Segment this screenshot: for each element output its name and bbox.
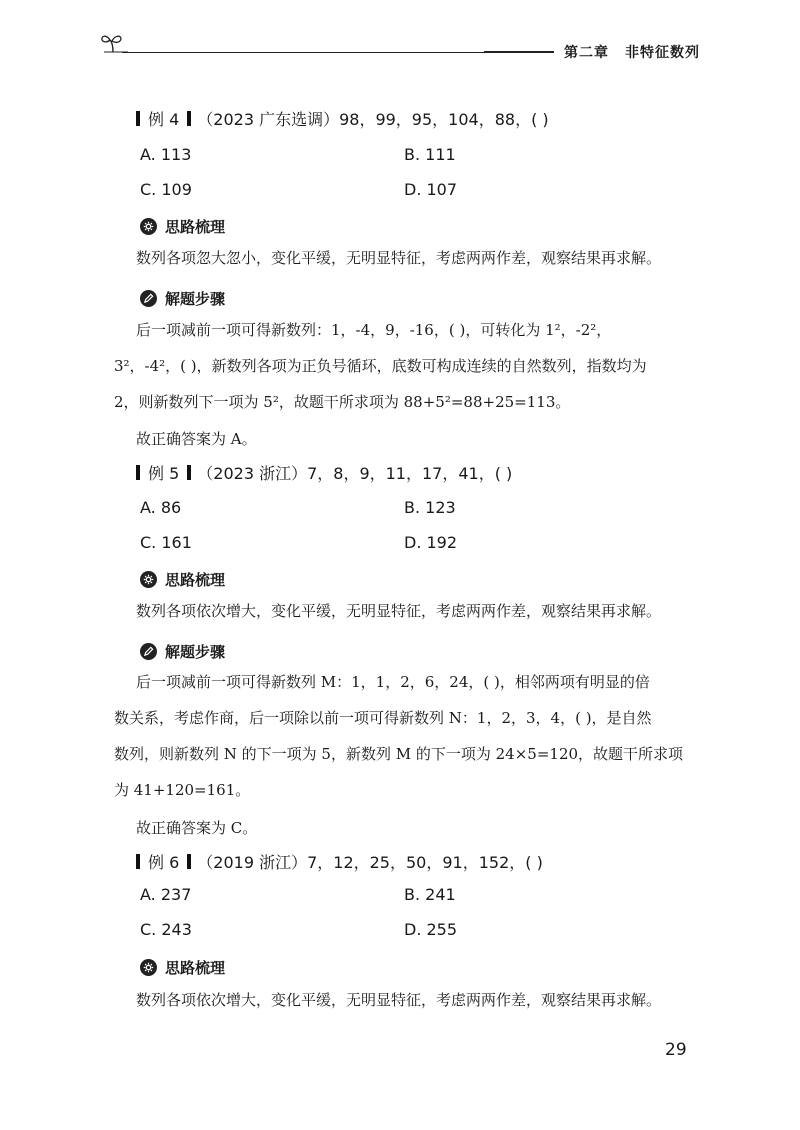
sprout-icon xyxy=(100,32,130,54)
option-b: B. 241 xyxy=(404,885,456,904)
solution-line: 后一项减前一项可得新数列 M：1，1，2，6，24，( )，相邻两项有明显的倍 xyxy=(136,673,650,691)
header-rule xyxy=(122,52,540,53)
bracket-bar xyxy=(187,854,191,869)
section-solution xyxy=(140,641,225,662)
option-c: C. 243 xyxy=(140,920,192,939)
pen-icon xyxy=(140,643,157,660)
analysis-text: 数列各项忽大忽小，变化平缓，无明显特征，考虑两两作差，观察结果再求解。 xyxy=(136,249,662,267)
option-d: D. 192 xyxy=(404,533,458,552)
chapter-title: 非特征数列 xyxy=(625,45,700,61)
option-a: A. 113 xyxy=(140,145,192,164)
solution-line: 2，则新数列下一项为 5²，故题干所求项为 88+5²=88+25=113。 xyxy=(114,393,571,411)
solution-line: 数列，则新数列 N 的下一项为 5，新数列 M 的下一项为 24×5=120，故题干所求项 xyxy=(114,745,684,763)
answer-text: 故正确答案为 C。 xyxy=(136,819,258,837)
solution-line: 数关系，考虑作商，后一项除以前一项可得新数列 N：1，2，3，4，( )，是自然 xyxy=(114,709,652,727)
gear-icon xyxy=(140,571,157,588)
example-4-heading xyxy=(136,107,549,130)
option-a: A. 237 xyxy=(140,885,192,904)
section-title: 思路梳理 xyxy=(165,218,226,236)
bracket-bar xyxy=(136,111,140,126)
bracket-bar xyxy=(187,111,191,126)
header-rule-accent xyxy=(484,51,554,53)
analysis-text: 数列各项依次增大，变化平缓，无明显特征，考虑两两作差，观察结果再求解。 xyxy=(136,991,662,1009)
example-question: （2019 浙江）7，12，25，50，91，152，( ) xyxy=(197,853,543,872)
section-title: 解题步骤 xyxy=(165,643,226,661)
section-title: 解题步骤 xyxy=(165,290,226,308)
bracket-bar xyxy=(136,465,140,480)
solution-text xyxy=(114,312,704,420)
example-question: （2023 广东选调）98，99，95，104，88，( ) xyxy=(197,110,549,129)
option-c: C. 109 xyxy=(140,180,192,199)
example-5-heading xyxy=(136,461,512,484)
section-title: 思路梳理 xyxy=(165,959,226,977)
option-b: B. 123 xyxy=(404,498,456,517)
option-b: B. 111 xyxy=(404,145,456,164)
section-analysis xyxy=(140,216,225,237)
section-title: 思路梳理 xyxy=(165,571,226,589)
gear-icon xyxy=(140,959,157,976)
option-c: C. 161 xyxy=(140,533,192,552)
section-solution xyxy=(140,288,225,309)
option-d: D. 107 xyxy=(404,180,458,199)
analysis-text: 数列各项依次增大，变化平缓，无明显特征，考虑两两作差，观察结果再求解。 xyxy=(136,602,662,620)
section-analysis xyxy=(140,957,225,978)
chapter-number: 第二章 xyxy=(564,45,609,61)
bracket-bar xyxy=(187,465,191,480)
answer-text: 故正确答案为 A。 xyxy=(136,430,257,448)
example-label: 例 5 xyxy=(148,464,180,483)
solution-line: 3²，-4²，( )，新数列各项为正负号循环，底数可构成连续的自然数列，指数均为 xyxy=(114,357,647,375)
solution-line: 为 41+120=161。 xyxy=(114,781,251,799)
pen-icon xyxy=(140,290,157,307)
example-label: 例 6 xyxy=(148,853,180,872)
example-question: （2023 浙江）7，8，9，11，17，41，( ) xyxy=(197,464,513,483)
page-number: 29 xyxy=(665,1040,687,1060)
bracket-bar xyxy=(136,854,140,869)
example-label: 例 4 xyxy=(148,110,180,129)
solution-text xyxy=(114,664,704,808)
chapter-heading xyxy=(564,42,700,62)
page-header xyxy=(100,30,700,70)
option-a: A. 86 xyxy=(140,498,182,517)
gear-icon xyxy=(140,218,157,235)
option-d: D. 255 xyxy=(404,920,458,939)
solution-line: 后一项减前一项可得新数列：1，-4，9，-16，( )，可转化为 1²，-2²， xyxy=(136,321,612,339)
example-6-heading xyxy=(136,850,543,873)
section-analysis xyxy=(140,569,225,590)
